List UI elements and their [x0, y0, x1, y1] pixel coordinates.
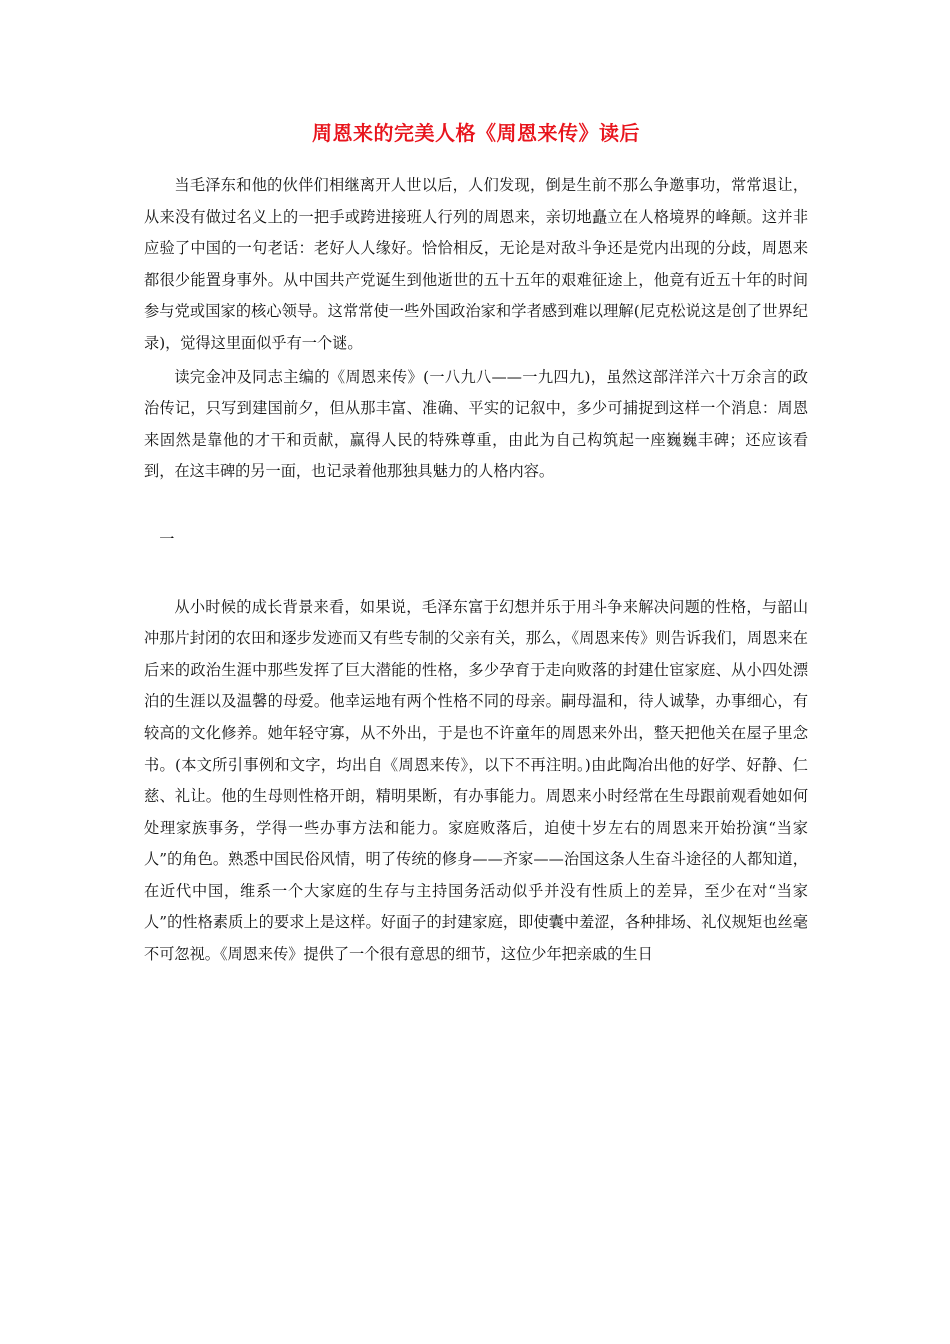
paragraph-intro-1: 当毛泽东和他的伙伴们相继离开人世以后，人们发现，倒是生前不那么争邀事功，常常退让，从来没有做过名义上的一把手或跨进接班人行列的周恩来，亲切地矗立在人格境界的峰颠。这并非应验了中国的一句老话：老好人人缘好。恰恰相反，无论是对敌斗争还是党内出现的分歧，周恩来都很少能置身事外。从中国共产党诞生到他逝世的五十五年的艰难征途上，他竟有近五十年的时间参与党或国家的核心领导。这常常使一些外国政治家和学者感到难以理解(尼克松说这是创了世界纪录)，觉得这里面似乎有一个谜。 [144, 176, 808, 352]
document-title: 周恩来的完美人格《周恩来传》读后 [312, 121, 640, 145]
paragraph-intro-2: 读完金冲及同志主编的《周恩来传》(一八九八——一九四九)，虽然这部洋洋六十万余言的政治传记，只写到建国前夕，但从那丰富、准确、平实的记叙中，多少可捕捉到这样一个消息：周恩来固然是靠他的才干和贡献，赢得人民的特殊尊重，由此为自己构筑起一座巍巍丰碑；还应该看到，在这丰碑的另一面，也记录着他那独具魅力的人格内容。 [144, 367, 808, 481]
paragraph-section-1: 从小时候的成长背景来看，如果说，毛泽东富于幻想并乐于用斗争来解决问题的性格，与韶山冲那片封闭的农田和逐步发迹而又有些专制的父亲有关，那么，《周恩来传》则告诉我们，周恩来在后来的政治生涯中那些发挥了巨大潜能的性格，多少孕育于走向败落的封建仕宦家庭、从小四处漂泊的生涯以及温馨的母爱。他幸运地有两个性格不同的母亲。嗣母温和，待人诚挚，办事细心，有较高的文化修养。她年轻守寡，从不外出，于是也不许童年的周恩来外出，整天把他关在屋子里念书。(本文所引事例和文字，均出自《周恩来传》，以下不再注明。)由此陶冶出他的好学、好静、仁慈、礼让。他的生母则性格开朗，精明果断，有办事能力。周恩来小时经常在生母跟前观看她如何处理家族事务，学得一些办事方法和能力。家庭败落后，迫使十岁左右的周恩来开始扮演“当家人”的角色。熟悉中国民俗风情，明了传统的修身——齐家——治国这条人生奋斗途径的人都知道，在近代中国，维系一个大家庭的生存与主持国务活动似乎并没有性质上的差异，至少在对“当家人”的性格素质上的要求上是这样。好面子的封建家庭，即使囊中羞涩，各种排场、礼仪规矩也丝毫不可忽视。《周恩来传》提供了一个很有意思的细节，这位少年把亲戚的生日 [144, 597, 808, 964]
document-content [144, 118, 808, 971]
section-number: 一 [159, 529, 175, 548]
